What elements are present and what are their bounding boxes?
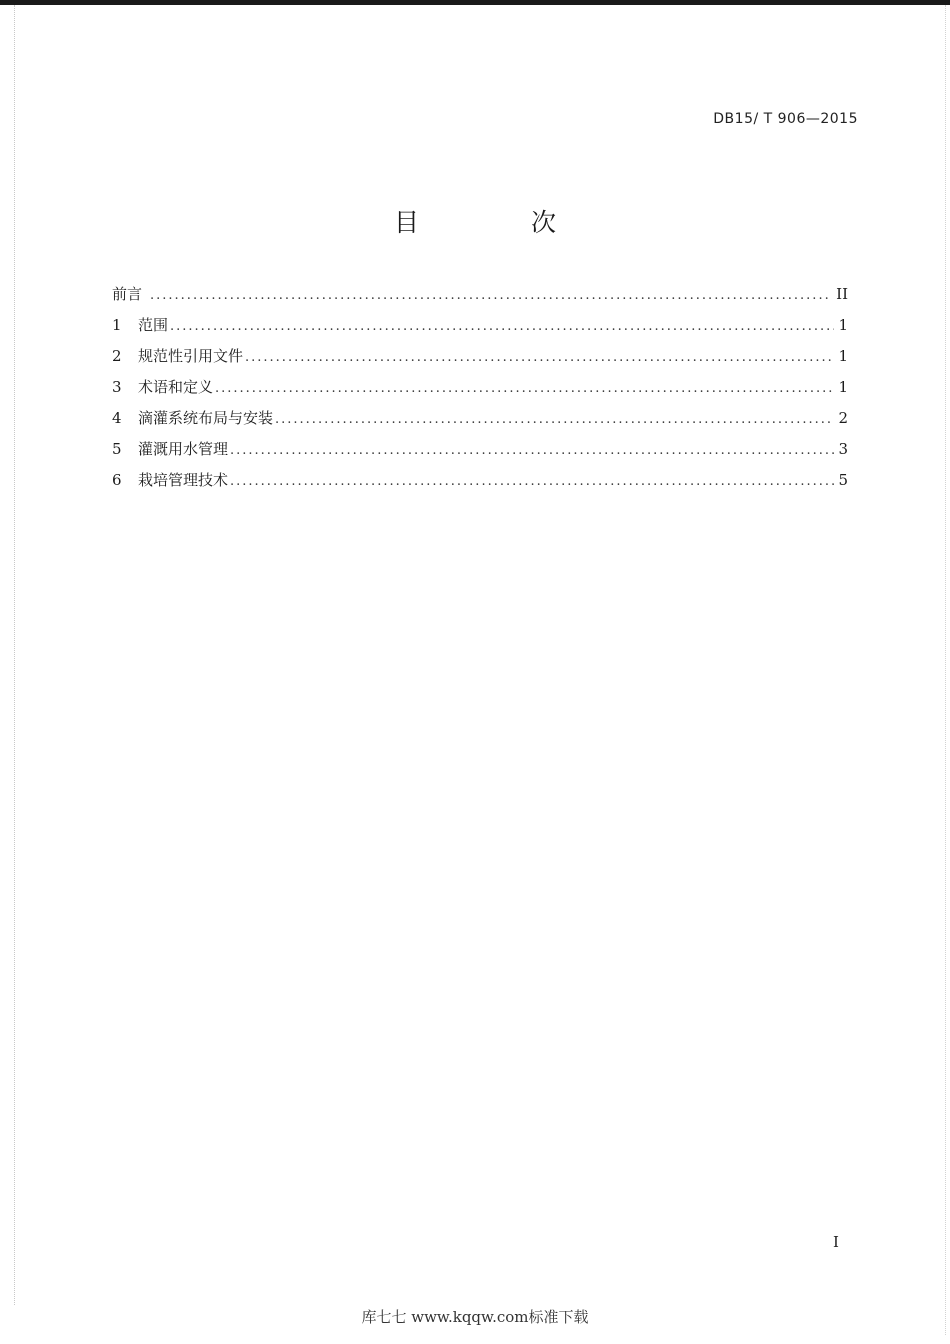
toc-entry-terms-definitions[interactable] (112, 376, 848, 407)
page-number: I (833, 1233, 839, 1251)
toc-entry-cultivation-techniques[interactable] (112, 469, 848, 500)
toc-entry-label: 术语和定义 (138, 378, 214, 396)
toc-entry-irrigation-water-management[interactable] (112, 438, 848, 469)
toc-entry-label: 栽培管理技术 (138, 471, 229, 489)
toc-entry-page: 5 (838, 471, 848, 489)
toc-entry-label: 滴灌系统布局与安装 (138, 409, 274, 427)
toc-entry-number: 6 (112, 471, 122, 489)
toc-entry-page: 1 (838, 347, 848, 365)
toc-entry-page: 1 (838, 316, 848, 334)
document-code: DB15/ T 906—2015 (713, 111, 858, 127)
toc-entry-scope[interactable] (112, 314, 848, 345)
toc-entry-number: 5 (112, 440, 122, 458)
toc-entry-label: 范围 (138, 316, 169, 334)
toc-entry-page: 2 (838, 409, 848, 427)
toc-entry-number: 1 (112, 316, 122, 334)
toc-entry-page: 1 (838, 378, 848, 396)
toc-leader-dots (245, 347, 834, 369)
toc-leader-dots (275, 409, 834, 431)
toc-entry-foreword[interactable] (112, 283, 848, 314)
toc-entry-label: 前言 (112, 285, 143, 303)
toc-entry-page: II (836, 285, 848, 303)
table-of-contents (112, 283, 848, 500)
toc-entry-number: 2 (112, 347, 122, 365)
scan-left-edge (14, 5, 17, 1305)
toc-title: 目 次 (394, 208, 608, 237)
toc-entry-drip-system-layout[interactable] (112, 407, 848, 438)
download-watermark: 库七七 www.kqqw.com标准下载 (361, 1308, 589, 1326)
toc-entry-normative-references[interactable] (112, 345, 848, 376)
toc-leader-dots (150, 285, 832, 307)
toc-leader-dots (215, 378, 834, 400)
toc-leader-dots (230, 440, 834, 462)
toc-leader-dots (170, 316, 834, 338)
toc-entry-label: 规范性引用文件 (138, 347, 244, 365)
toc-entry-label: 灌溉用水管理 (138, 440, 229, 458)
toc-entry-number: 4 (112, 409, 122, 427)
top-border (0, 0, 950, 5)
toc-entry-page: 3 (838, 440, 848, 458)
toc-leader-dots (230, 471, 834, 493)
toc-entry-number: 3 (112, 378, 122, 396)
